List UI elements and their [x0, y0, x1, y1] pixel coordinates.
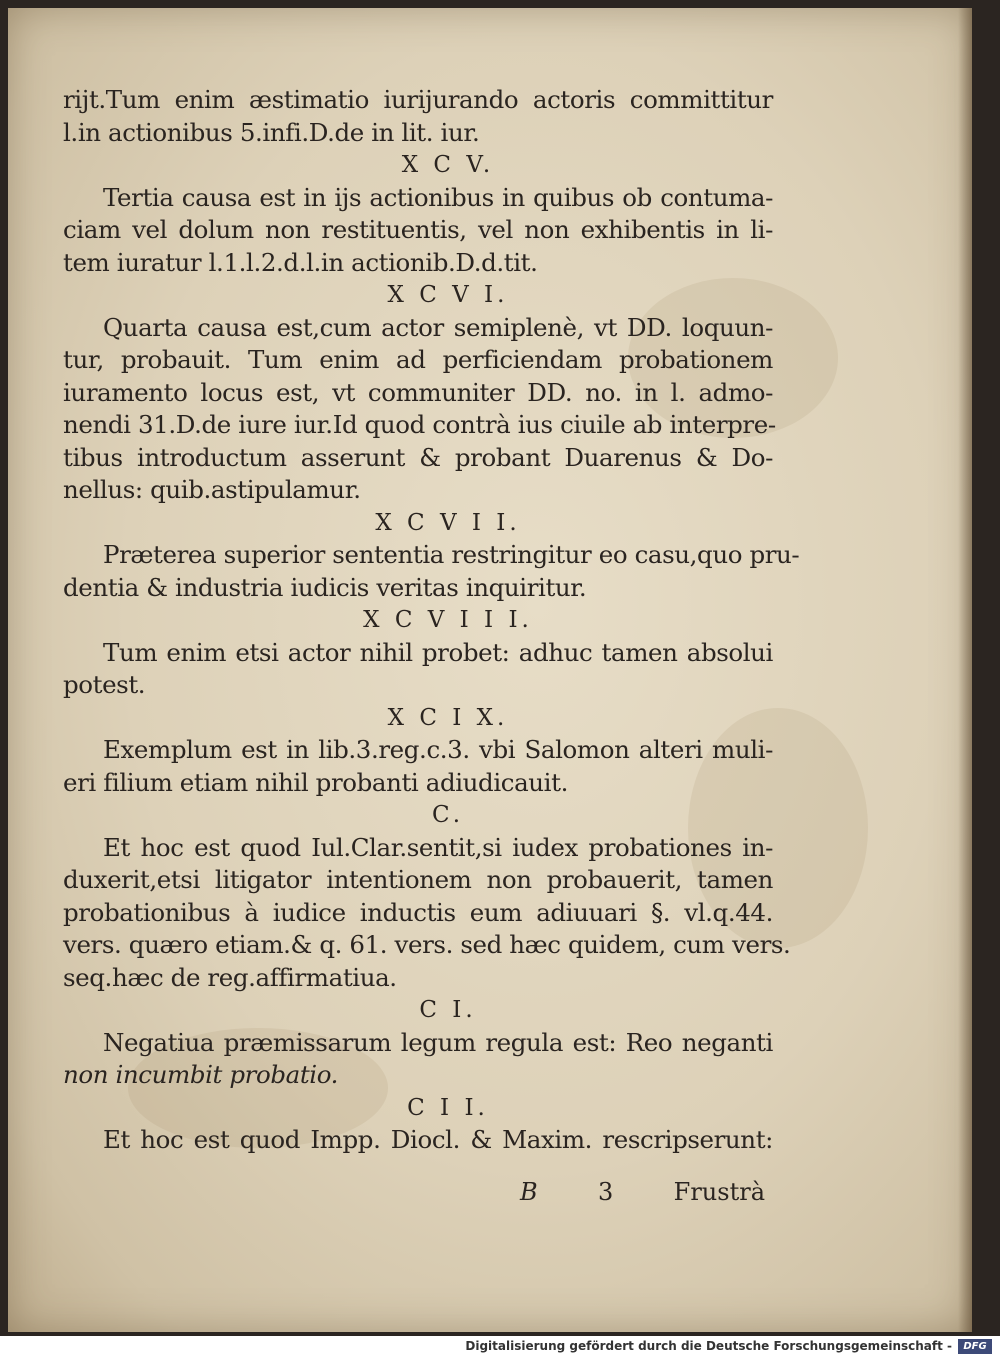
section-number: C I.	[419, 997, 477, 1023]
text-line: probationibus à iudice inductis eum adiuuari §. vl.q.44.	[63, 897, 773, 927]
text-line: dentia & industria iudicis veritas inquiritur.	[63, 572, 587, 602]
text-line: nellus: quib.astipulamur.	[63, 475, 361, 504]
text-line: tur, probauit. Tum enim ad perficiendam probationem	[63, 345, 773, 374]
funding-notice: Digitalisierung gefördert durch die Deutsche Forschungsgemeinschaft -	[465, 1339, 952, 1353]
section-number: X C V I I.	[375, 509, 521, 536]
section-number: C.	[431, 802, 465, 828]
text-line: l.in actionibus 5.infi.D.de in lit. iur.	[63, 117, 480, 147]
section-number: C I I.	[407, 1094, 489, 1121]
text-line: Exemplum est in lib.3.reg.c.3. vbi Salomon alteri muli-	[103, 735, 773, 764]
signature-mark: B	[520, 1178, 538, 1206]
text-line: tem iuratur l.1.l.2.d.l.in actionib.D.d.tit.	[63, 247, 538, 277]
section-number: X C V I I I.	[363, 607, 533, 633]
text-line: tibus introductum asserunt & probant Duarenus & Do-	[63, 442, 773, 472]
page-text	[63, 84, 800, 1157]
text-line: non incumbit probatio.	[63, 1060, 339, 1089]
section-number: X C I X.	[387, 704, 509, 731]
text-line: Et hoc est quod Iul.Clar.sentit,si iudex probationes in-	[103, 832, 773, 862]
text-line: Et hoc est quod Impp. Diocl. & Maxim. rescripserunt:	[103, 1125, 773, 1154]
text-line: Quarta causa est,cum actor semiplenè, vt DD. loquun-	[103, 312, 773, 342]
dfg-logo: DFG	[958, 1339, 992, 1354]
text-line: iuramento locus est, vt communiter DD. no. in l. admo-	[63, 377, 773, 407]
text-line: nendi 31.D.de iure iur.Id quod contrà ius ciuile ab interpre-	[63, 410, 776, 439]
text-line: rijt.Tum enim æstimatio iurijurando actoris committitur	[63, 85, 773, 114]
page-edge-shadow	[958, 8, 972, 1332]
page-footer	[520, 1178, 765, 1206]
section-number: X C V.	[401, 152, 495, 178]
text-line: potest.	[63, 670, 146, 699]
text-line: duxerit,etsi litigator intentionem non probauerit, tamen	[63, 865, 773, 894]
signature-number: 3	[598, 1178, 614, 1206]
catchword: Frustrà	[673, 1178, 765, 1206]
text-line: seq.hæc de reg.affirmatiua.	[63, 962, 397, 992]
funding-bar	[0, 1336, 1000, 1358]
text-line: Negatiua præmissarum legum regula est: Reo neganti	[103, 1027, 773, 1057]
text-line: eri filium etiam nihil probanti adiudicauit.	[63, 767, 568, 797]
text-line: Tertia causa est in ijs actionibus in quibus ob contuma-	[103, 182, 773, 212]
text-line: ciam vel dolum non restituentis, vel non exhibentis in li-	[63, 215, 773, 244]
text-line: vers. quæro etiam.& q. 61. vers. sed hæc quidem, cum vers.	[63, 930, 791, 959]
text-line: Præterea superior sententia restringitur eo casu,quo pru-	[103, 540, 800, 569]
section-number: X C V I.	[387, 282, 509, 308]
text-line: Tum enim etsi actor nihil probet: adhuc tamen absolui	[103, 637, 773, 667]
